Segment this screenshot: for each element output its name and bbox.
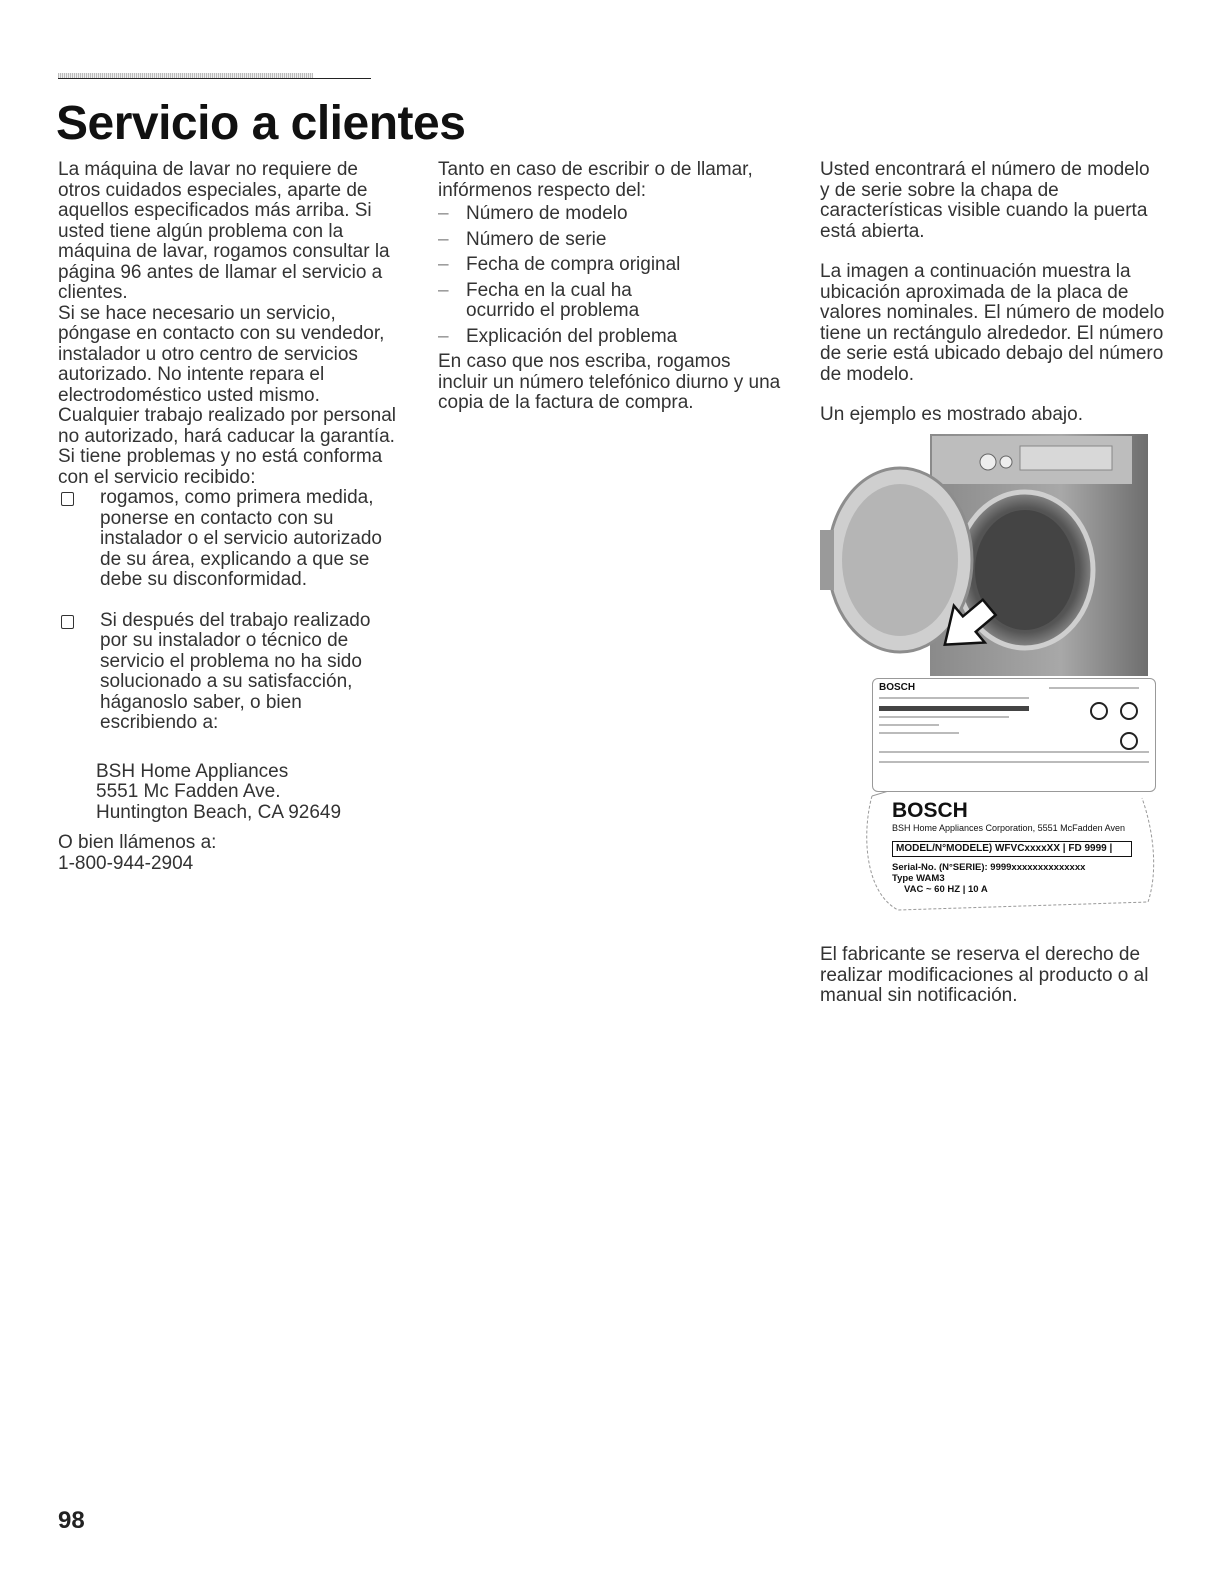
location-paragraph: Usted encontrará el número de modelo y de serie sobre la chapa de características visible cuando la puerta está abierta. <box>820 159 1150 242</box>
info-list-item <box>438 204 783 225</box>
intro-paragraph: La máquina de lavar no requiere de otros cuidados especiales, aparte de aquellos especificados más arriba. Si usted tiene algún problema con la máquina de lavar, rogamos consultar la página 96 antes de llamar el servicio a clientes. <box>58 159 390 303</box>
checklist-text: rogamos, como primera medida, ponerse en contacto con su instalador o el servicio autorizado de su área, explicando a que se debe su disconformidad. <box>100 487 382 590</box>
label-text-line <box>1049 687 1139 689</box>
info-intro: Tanto en caso de escribir o de llamar, infórmenos respecto del: <box>438 159 753 201</box>
checkbox-icon <box>61 615 74 629</box>
washer-illustration <box>820 430 1160 680</box>
info-item-text: Número de serie <box>466 228 607 250</box>
rating-label-zoom <box>892 800 1162 895</box>
info-item-text: Explicación del problema <box>466 325 678 347</box>
zoom-corporation: BSH Home Appliances Corporation, 5551 McFadden Aven <box>892 823 1125 833</box>
page-title: Servicio a clientes <box>56 97 466 150</box>
column-right <box>820 160 1165 426</box>
label-model-box <box>879 706 1029 711</box>
label-text-line <box>879 697 1029 699</box>
certification-marks-icon <box>1083 699 1153 754</box>
address-block <box>96 762 398 824</box>
disclaimer-paragraph: El fabricante se reserva el derecho de realizar modificaciones al producto o al manual sin notificación. <box>820 944 1149 1006</box>
problems-paragraph: Si tiene problemas y no está conforma con el servicio recibido: <box>58 446 383 488</box>
dash-icon: – <box>438 203 449 224</box>
call-text: O bien llámenos a: <box>58 832 217 853</box>
info-list-item <box>438 281 783 322</box>
zoom-power: VAC ~ 60 HZ | 10 A <box>904 884 988 895</box>
dash-icon: – <box>438 228 449 250</box>
zoom-model-number: MODEL/N°MODELE) WFVCxxxxXX | FD 9999 | <box>892 841 1132 857</box>
zoom-brand: BOSCH <box>892 799 968 822</box>
service-paragraph: Si se hace necesario un servicio, póngase en contacto con su vendedor, instalador u otro centro de servicios autorizado. No intente repara el electrodoméstico usted mismo. Cualquier trabajo realizado por personal no autorizado, hará caducar la garantía. <box>58 302 396 447</box>
column-middle <box>438 160 783 414</box>
phone-number: 1-800-944-2904 <box>58 852 194 874</box>
dash-icon: – <box>438 325 449 347</box>
info-item-text: Fecha en la cual ha ocurrido el problema <box>466 279 640 321</box>
dash-icon: – <box>438 279 449 301</box>
address-line: BSH Home Appliances <box>96 760 289 782</box>
checklist-text: Si después del trabajo realizado por su instalador o técnico de servicio el problema no ha sido solucionado a su satisfacción, háganoslo saber, o bien escribiendo a: <box>100 609 371 733</box>
label-text-line <box>879 761 1149 763</box>
column-left <box>58 160 398 874</box>
rating-label-brand: BOSCH <box>879 682 916 693</box>
info-item-text: Número de modelo <box>466 203 628 224</box>
label-text-line <box>879 724 939 726</box>
header-rule <box>58 78 371 79</box>
info-item-text: Fecha de compra original <box>466 254 681 275</box>
address-line: 5551 Mc Fadden Ave. <box>96 781 281 802</box>
rating-label-small <box>872 678 1156 792</box>
info-list-item <box>438 230 783 251</box>
label-description: La imagen a continuación muestra la ubicación aproximada de la placa de valores nominales. El número de modelo tiene un rectángulo alrededor. El número de serie está ubicado debajo del número de modelo. <box>820 261 1165 385</box>
info-list-item <box>438 255 783 276</box>
label-text-line <box>879 732 959 734</box>
address-line: Huntington Beach, CA 92649 <box>96 801 342 823</box>
checkbox-icon <box>61 492 74 506</box>
example-text: Un ejemplo es mostrado abajo. <box>820 404 1083 425</box>
zoom-type: Type WAM3 <box>892 873 945 884</box>
checklist-item <box>58 488 398 591</box>
label-text-line <box>879 716 1009 718</box>
checklist-item <box>58 611 398 734</box>
closing-paragraph: En caso que nos escriba, rogamos incluir un número telefónico diurno y una copia de la factura de compra. <box>438 351 781 413</box>
zoom-serial-number: Serial-No. (N°SERIE): 9999xxxxxxxxxxxxxx <box>892 862 1086 873</box>
page-number: 98 <box>58 1507 85 1534</box>
info-list-item <box>438 327 783 348</box>
dash-icon: – <box>438 254 449 275</box>
